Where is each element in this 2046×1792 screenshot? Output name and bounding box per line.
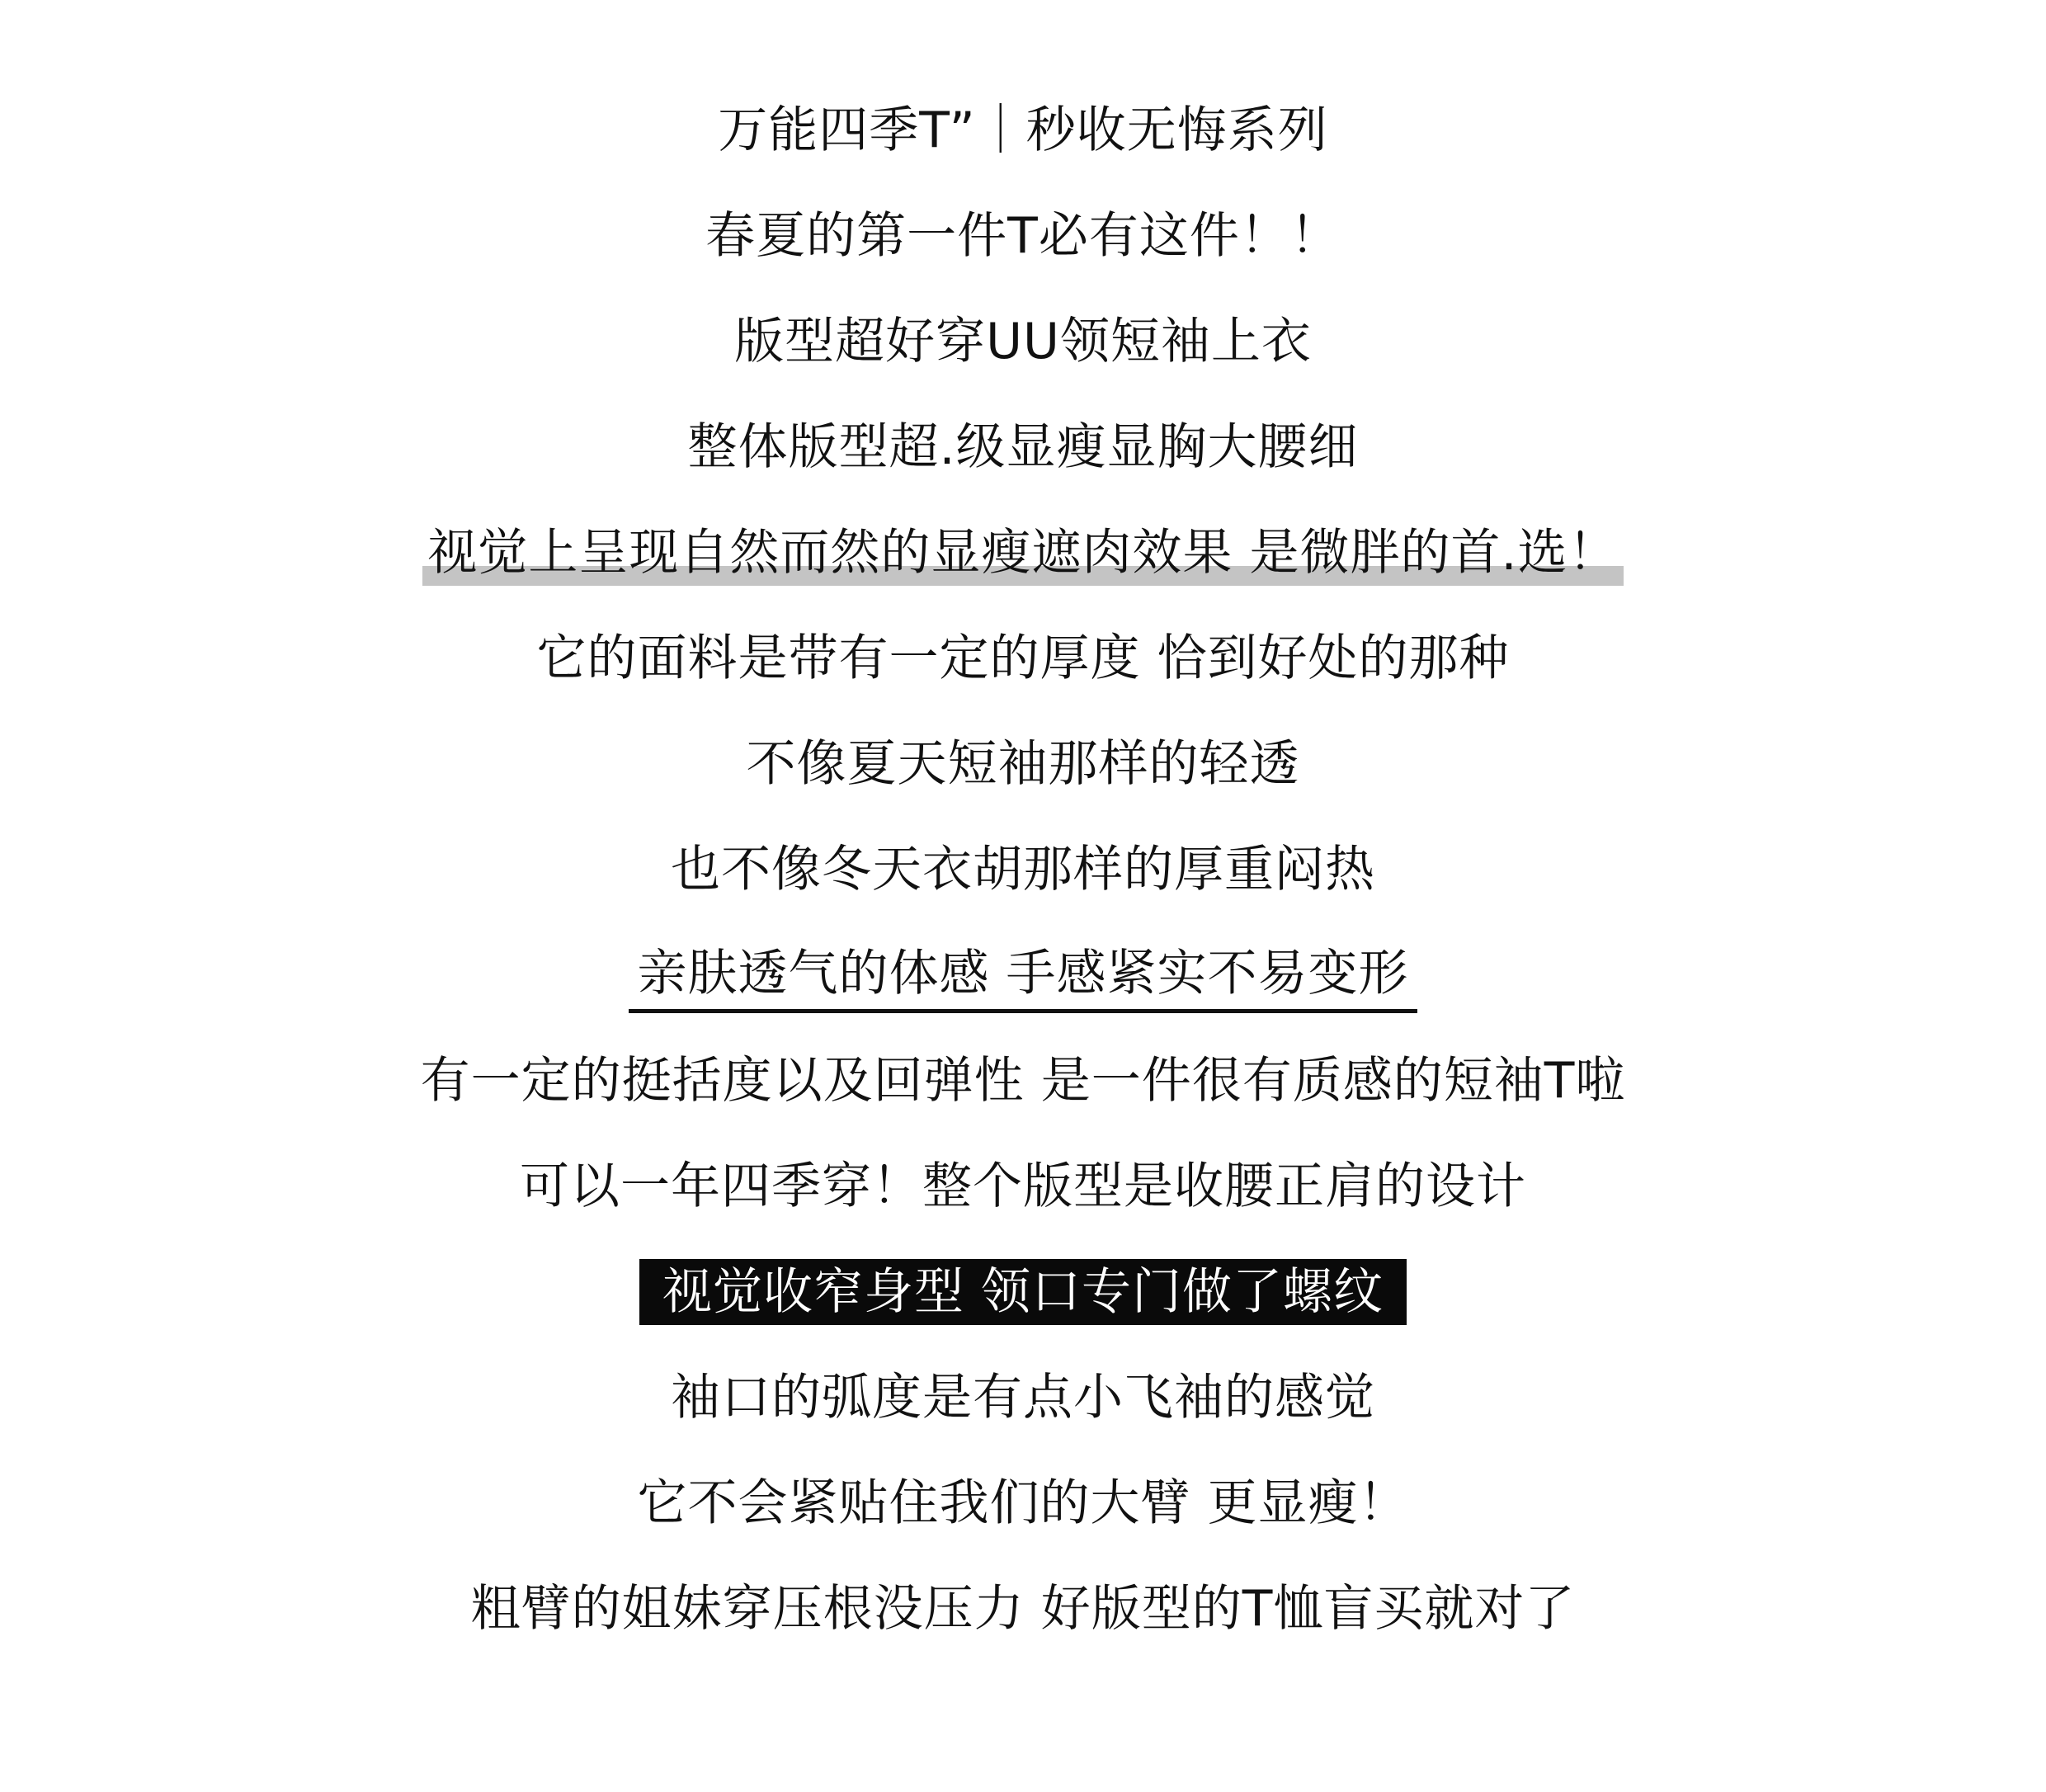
black-highlighted-text: 视觉收窄身型 领口专门做了螺纹 [639, 1259, 1407, 1325]
text-line-2 [0, 203, 2046, 269]
black-highlighted-line [0, 1259, 2046, 1325]
text-line-11 [0, 1153, 2046, 1219]
text-line-8-text: 也不像冬天衣胡那样的厚重闷热 [671, 841, 1375, 898]
headline-line [0, 97, 2046, 163]
underlined-line [0, 941, 2046, 1013]
text-line-6-text: 它的面料是带有一定的厚度 恰到好处的那种 [536, 630, 1510, 687]
text-line-10-text: 有一定的挺括度以及回弹性 是一件很有质感的短袖T啦 [420, 1052, 1626, 1110]
text-line-13-text: 袖口的弧度是有点小飞袖的感觉 [671, 1369, 1375, 1427]
text-line-4 [0, 414, 2046, 480]
text-line-13 [0, 1365, 2046, 1431]
text-line-10 [0, 1048, 2046, 1114]
text-line-7-text: 不像夏天短袖那样的轻透 [746, 735, 1300, 793]
text-line-15-text: 粗臂的姐妹穿压根没压力 好版型的T恤盲买就对了 [470, 1580, 1576, 1638]
text-line-8 [0, 837, 2046, 903]
headline-text: 万能四季T”｜秒收无悔系列 [718, 101, 1328, 159]
text-line-7 [0, 731, 2046, 797]
text-line-6 [0, 625, 2046, 691]
text-line-2-text: 春夏的第一件T必有这件！！ [705, 207, 1341, 265]
text-line-15 [0, 1576, 2046, 1642]
text-line-11-text: 可以一年四季穿！整个版型是收腰正肩的设计 [520, 1158, 1526, 1215]
text-line-14 [0, 1470, 2046, 1536]
gray-highlighted-text: 视觉上呈现自然而然的显瘦遮肉效果 是微胖的首.选！ [422, 520, 1623, 586]
text-line-3 [0, 309, 2046, 375]
underlined-text: 亲肤透气的体感 手感紧实不易变形 [629, 945, 1417, 1013]
text-line-4-text: 整体版型超.级显瘦显胸大腰细 [687, 418, 1359, 476]
gray-highlighted-line [0, 520, 2046, 586]
text-line-3-text: 版型超好穿UU领短袖上衣 [734, 313, 1312, 370]
text-line-14-text: 它不会紧贴住我们的大臂 更显瘦！ [637, 1474, 1409, 1532]
